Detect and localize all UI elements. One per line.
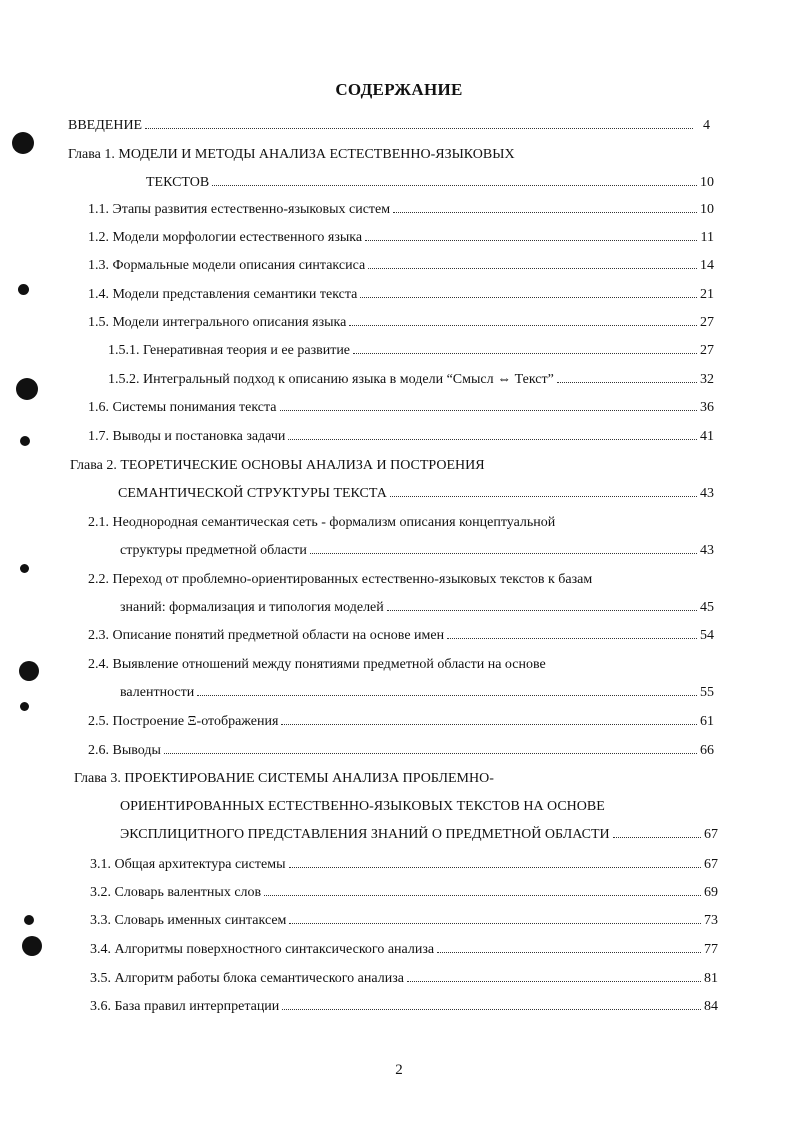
punch-hole: [16, 378, 38, 400]
toc-entry-text: 3.1. Общая архитектура системы: [90, 857, 286, 872]
toc-entry-text: 2.4. Выявление отношений между понятиями предметной области на основе: [88, 657, 546, 672]
toc-entry-3-5: [90, 970, 718, 988]
toc-entry-text: валентности: [120, 685, 195, 700]
toc-entry-1-5-1: [108, 342, 714, 360]
toc-entry-2-6: [88, 742, 714, 760]
toc-entry-page: 10: [700, 202, 714, 217]
toc-entry-text: 2.3. Описание понятий предметной области на основе имен: [88, 628, 445, 643]
leader-dots: [288, 428, 697, 440]
toc-entry-1-1: [88, 201, 714, 219]
toc-entry-page: 73: [704, 913, 718, 928]
toc-entry-chapter-3-cont-1: [120, 798, 714, 816]
toc-entry-1-7: [88, 428, 714, 446]
punch-hole: [20, 702, 29, 711]
leader-dots: [557, 371, 697, 383]
toc-entry-text: 1.7. Выводы и постановка задачи: [88, 429, 286, 444]
toc-entry-text: ЭКСПЛИЦИТНОГО ПРЕДСТАВЛЕНИЯ ЗНАНИЙ О ПРЕДМЕТНОЙ ОБЛАСТИ: [120, 827, 610, 842]
toc-entry-page: 54: [700, 628, 714, 643]
toc-entry-2-4-cont: [120, 684, 714, 702]
toc-entry-text: 1.5.2. Интегральный подход к описанию языка в модели “Смысл ⇔ Текст”: [108, 372, 554, 387]
toc-entry-2-5: [88, 713, 714, 731]
punch-hole: [20, 436, 30, 446]
leader-dots: [145, 117, 693, 129]
toc-entry-text: 1.6. Системы понимания текста: [88, 400, 277, 415]
toc-entry-page: 67: [704, 827, 718, 842]
toc-entry-text: 3.6. База правил интерпретации: [90, 999, 280, 1014]
toc-entry-text: ТЕКСТОВ: [146, 175, 210, 190]
leader-dots: [280, 399, 697, 411]
toc-entry-text: Глава 1. МОДЕЛИ И МЕТОДЫ АНАЛИЗА ЕСТЕСТВЕННО-ЯЗЫКОВЫХ: [68, 147, 515, 162]
leader-dots: [310, 542, 697, 554]
punch-hole: [12, 132, 34, 154]
toc-entry-3-2: [90, 884, 718, 902]
toc-entry-text: 3.2. Словарь валентных слов: [90, 885, 262, 900]
toc-entry-page: 45: [700, 600, 714, 615]
toc-entry-text: 1.5. Модели интегрального описания языка: [88, 315, 347, 330]
toc-entry-1-5: [88, 314, 714, 332]
toc-entry-text: 1.1. Этапы развития естественно-языковых систем: [88, 202, 391, 217]
toc-entry-text: 2.5. Построение Ξ-отображения: [88, 714, 279, 729]
leader-dots: [289, 856, 702, 868]
toc-entry-text: знаний: формализация и типология моделей: [120, 600, 384, 615]
page-title: СОДЕРЖАНИЕ: [335, 80, 463, 99]
toc-entry-text: 3.4. Алгоритмы поверхностного синтаксического анализа: [90, 942, 435, 957]
leader-dots: [264, 884, 701, 896]
toc-entry-page: 32: [700, 372, 714, 387]
toc-entry-text: 1.3. Формальные модели описания синтаксиса: [88, 258, 366, 273]
toc-entry-page: 43: [700, 543, 714, 558]
toc-entry-page: 61: [700, 714, 714, 729]
toc-entry-chapter-3: [74, 770, 714, 788]
toc-entry-page: 10: [700, 175, 714, 190]
leader-dots: [393, 201, 697, 213]
toc-entry-text: 2.1. Неоднородная семантическая сеть - формализм описания концептуальной: [88, 515, 556, 530]
toc-entry-chapter-3-cont-2: [120, 826, 718, 844]
toc-entry-page: 69: [704, 885, 718, 900]
leader-dots: [365, 229, 697, 241]
toc-entry-page: 11: [700, 230, 714, 245]
punch-hole: [18, 284, 29, 295]
leader-dots: [349, 314, 697, 326]
toc-entry-2-1-cont: [120, 542, 714, 560]
toc-entry-chapter-1-cont: [146, 174, 714, 192]
toc-entry-text: 2.6. Выводы: [88, 743, 161, 758]
toc-entry-text: ОРИЕНТИРОВАННЫХ ЕСТЕСТВЕННО-ЯЗЫКОВЫХ ТЕКСТОВ НА ОСНОВЕ: [120, 799, 605, 814]
toc-entry-page: 43: [700, 486, 714, 501]
toc-entry-page: 81: [704, 971, 718, 986]
toc-entry-page: 36: [700, 400, 714, 415]
toc-entry-page: 84: [704, 999, 718, 1014]
toc-entry-text: Глава 3. ПРОЕКТИРОВАНИЕ СИСТЕМЫ АНАЛИЗА ПРОБЛЕМНО-: [74, 771, 494, 786]
toc-entry-3-3: [90, 912, 718, 930]
leader-dots: [281, 713, 697, 725]
leader-dots: [164, 742, 697, 754]
toc-entry-text: 3.3. Словарь именных синтаксем: [90, 913, 287, 928]
toc-entry-page: 14: [700, 258, 714, 273]
toc-entry-page: 55: [700, 685, 714, 700]
punch-hole: [20, 564, 29, 573]
toc-entry-text: 2.2. Переход от проблемно-ориентированных естественно-языковых текстов к базам: [88, 572, 593, 587]
toc-entry-page: 21: [700, 287, 714, 302]
punch-hole: [19, 661, 39, 681]
toc-entry-text: 1.5.1. Генеративная теория и ее развитие: [108, 343, 351, 358]
leader-dots: [360, 286, 697, 298]
toc-entry-2-4: [88, 656, 714, 674]
leader-dots: [407, 970, 701, 982]
toc-entry-3-6: [90, 998, 718, 1016]
toc-entry-page: 4: [703, 118, 710, 133]
toc-entry-2-3: [88, 627, 714, 645]
toc-entry-1-4: [88, 286, 714, 304]
leader-dots: [387, 599, 697, 611]
toc-entry-page: 27: [700, 315, 714, 330]
leader-dots: [353, 342, 697, 354]
punch-hole: [24, 915, 34, 925]
toc-entry-2-1: [88, 514, 714, 532]
toc-entry-page: 41: [700, 429, 714, 444]
toc-entry-1-6: [88, 399, 714, 417]
toc-entry-2-2-cont: [120, 599, 714, 617]
toc-entry-chapter-2: [70, 457, 712, 475]
toc-entry-page: 67: [704, 857, 718, 872]
leader-dots: [447, 627, 697, 639]
punch-hole: [22, 936, 42, 956]
toc-entry-3-1: [90, 856, 718, 874]
toc-entry-text: структуры предметной области: [120, 543, 307, 558]
toc-entry-text: 1.2. Модели морфологии естественного языка: [88, 230, 363, 245]
toc-entry-text: 1.4. Модели представления семантики текста: [88, 287, 358, 302]
leader-dots: [390, 485, 697, 497]
leader-dots: [212, 174, 697, 186]
leader-dots: [368, 257, 697, 269]
leader-dots: [613, 826, 701, 838]
toc-entry-page: 77: [704, 942, 718, 957]
toc-entry-introduction: [68, 117, 710, 135]
toc-entry-chapter-1: [68, 146, 710, 164]
page-number: 2: [395, 1062, 403, 1078]
leader-dots: [282, 998, 701, 1010]
toc-entry-2-2: [88, 571, 714, 589]
leader-dots: [197, 684, 697, 696]
leader-dots: [289, 912, 701, 924]
toc-entry-1-2: [88, 229, 714, 247]
toc-entry-page: 66: [700, 743, 714, 758]
toc-entry-text: Глава 2. ТЕОРЕТИЧЕСКИЕ ОСНОВЫ АНАЛИЗА И ПОСТРОЕНИЯ: [70, 458, 485, 473]
toc-entry-text: 3.5. Алгоритм работы блока семантического анализа: [90, 971, 404, 986]
toc-entry-text: СЕМАНТИЧЕСКОЙ СТРУКТУРЫ ТЕКСТА: [118, 486, 387, 501]
toc-entry-chapter-2-cont: [118, 485, 714, 503]
toc-entry-3-4: [90, 941, 718, 959]
toc-entry-text: ВВЕДЕНИЕ: [68, 118, 143, 133]
toc-entry-page: 27: [700, 343, 714, 358]
toc-entry-1-3: [88, 257, 714, 275]
leader-dots: [437, 941, 701, 953]
toc-entry-1-5-2: [108, 371, 714, 389]
